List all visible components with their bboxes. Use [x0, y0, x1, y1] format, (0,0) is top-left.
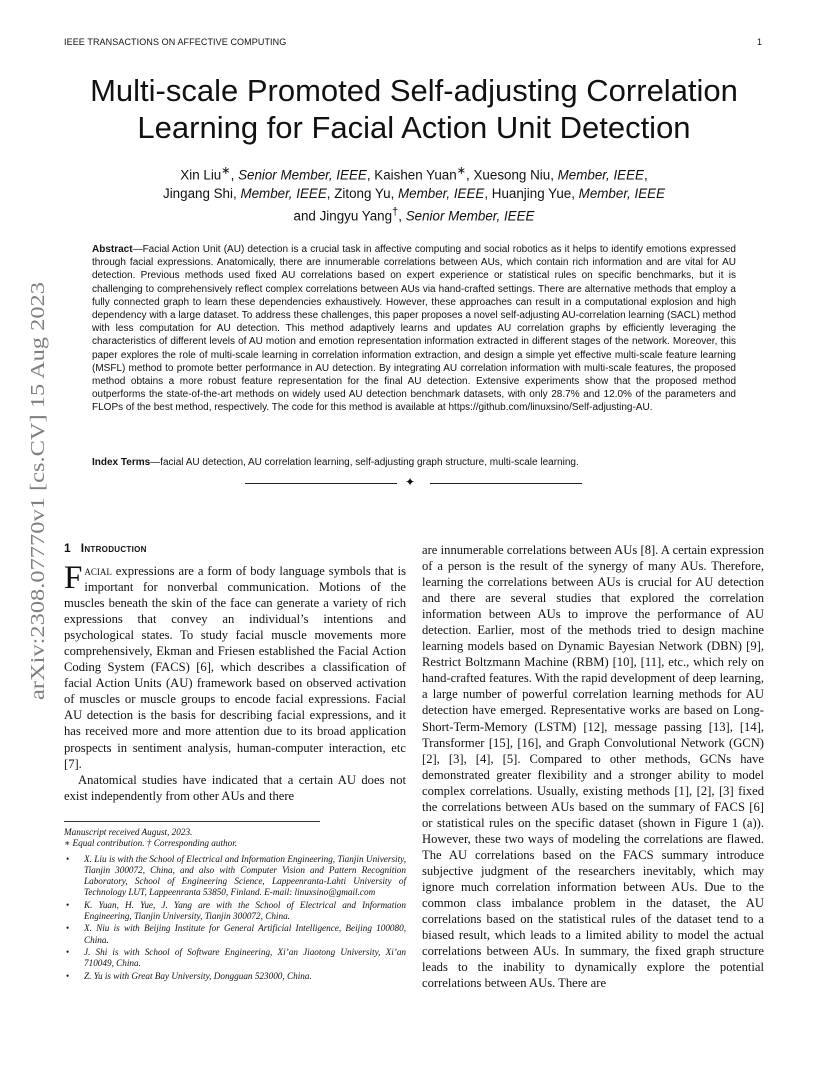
title-line-2: Learning for Facial Action Unit Detection: [137, 110, 691, 145]
affiliation-text: K. Yuan, H. Yue, J. Yang are with the School of Electrical and Information Engineering, Tianjin University, Tianjin 300072, China.: [84, 899, 406, 922]
left-column: [64, 560, 406, 804]
abstract: [92, 243, 736, 415]
divider-rule-right: [430, 483, 582, 484]
arxiv-stamp-text: arXiv:2308.07770v1 [cs.CV] 15 Aug 2023: [27, 349, 49, 700]
drop-cap: F: [64, 560, 83, 596]
intro-paragraph-2: Anatomical studies have indicated that a certain AU does not exist independently from other AUs and there: [64, 772, 406, 803]
author-name: Huanjing Yue: [491, 186, 572, 202]
author-name: Zitong Yu: [334, 186, 391, 202]
affiliation-item: [64, 971, 406, 982]
footnote-equal-contribution: ∗ Equal contribution. † Corresponding author.: [64, 838, 238, 849]
footnotes: [64, 827, 406, 983]
abstract-text: —Facial Action Unit (AU) detection is a crucial task in affective computing and social robotics as it helps to identify emotions expressed through facial expressions. Anatomically, there are innumerable correlations between AUs, which contain rich information and are vital for AU detection. Previous methods used fixed AU correlations based on expert experience or statistical rules on specific benchmarks, but it is challenging to comprehensively reflect complex correlations between AUs via hand-crafted settings. There are alternative methods that employ a fully connected graph to learn these dependencies exhaustively. However, these approaches can result in a computational explosion and high dependency with a large dataset. To address these challenges, this paper proposes a novel self-adjusting AU-correlation learning (SACL) method with less computation for AU detection. This method adaptively learns and updates AU correlation graphs by efficiently leveraging the characteristics of different levels of AU motion and emotion representation information extracted in different stages of the network. Moreover, this paper explores the role of multi-scale learning in correlation information extraction, and design a simple yet effective multi-scale feature learning (MSFL) method to promote better performance in AU detection. By integrating AU correlation information with multi-scale features, the proposed method obtains a more robust feature representation for the final AU detection. Extensive experiments show that the proposed method outperforms the state-of-the-art methods on widely used AU detection benchmark datasets, with only 28.7% and 12.0% of the parameters and FLOPs of the best method, respectively. The code for this method is available at https://github.com/linuxsino/Self-adjusting-AU.: [92, 244, 736, 414]
author-mark: ∗: [456, 165, 467, 177]
intro-paragraph-3: are innumerable correlations between AUs [8]. A certain expression of a person is the result of the synergy of many AUs. Therefore, learning the correlations between AUs is crucial for AU detection and there are several studies that explored the correlation information between AUs to improve the performance of AU detection. Earlier, most of the methods tried to design machine learning models based on Dynamic Bayesian Network (DBN) [9], Restrict Boltzmann Machine (RBM) [10], [11], etc., which rely on hand-crafted features. With the rapid development of deep learning, a large number of powerful correlation learning methods for AU detection have emerged. Representative works are based on Long-Short-Term-Memory (LSTM) [12], message passing [13], [14], Transformer [15], [16], and Graph Convolutional Network (GCN) [2], [3], [4], [5]. Compared to other methods, GCNs have demonstrated greater flexibility and a stronger ability to model complex correlations. Usually, existing methods [1], [2], [3] fixed the correlations between AUs based on the summary of FACS [6] or statistical rules on the specific dataset (shown in Figure 1 (a)). However, these two ways of modeling the correlations are flawed. The AU correlations based on the FACS summary introduce subjective judgment of the researchers inevitably, which may ignore much correlation information between AUs. Due to the common class imbalance problem in the dataset, the AU correlations based on the statistical rules of the dataset tend to a biased result, which leads to a limited ability to model the actual correlations between AUs. In summary, the fixed graph structure leads to the inability to dynamically explore the potential correlations between AUs. There are: [422, 543, 764, 991]
index-terms-label: Index Terms: [92, 457, 151, 468]
bullet-icon: •: [66, 946, 70, 957]
affiliation-text: J. Shi is with School of Software Engineering, Xi’an Jiaotong University, Xi’an 710049, China.: [84, 946, 406, 969]
title-line-1: Multi-scale Promoted Self-adjusting Correlation: [90, 73, 738, 108]
affiliation-item: [64, 900, 406, 923]
affiliation-list: [64, 854, 406, 982]
author-name: Xuesong Niu: [473, 167, 551, 183]
intro-paragraph-1-text: expressions are a form of body language symbols that is important for nonverbal communication. Motions of the muscles beneath the skin of the face can generate a variety of rich expressions that convey an individual’s intentions and psychological states. To study facial muscle movements more comprehensively, Ekman and Friesen established the Facial Action Coding System (FACS) [6], which describes a classification of facial Action Units (AU) framework based on observed activation of muscles or muscle groups to encode facial expressions. Facial AU detection is the basis for describing facial expressions, and it has received more and more attention due to its broad application prospects in sentiment analysis, human-computer interaction, etc [7].: [64, 564, 406, 771]
abstract-label: Abstract: [92, 244, 133, 255]
author-mark: †: [392, 206, 399, 219]
bullet-icon: •: [66, 853, 70, 864]
author-name: Xin Liu: [180, 167, 222, 183]
author-line-2: Jingang Shi, Member, IEEE, Zitong Yu, Member, IEEE, Huanjing Yue, Member, IEEE: [163, 186, 665, 202]
author-role: Member, IEEE: [398, 186, 485, 202]
author-name: Jingang Shi: [163, 186, 233, 202]
affiliation-text: X. Niu is with Beijing Institute for General Artificial Intelligence, Beijing 100080, China.: [84, 923, 406, 945]
author-role: Member, IEEE: [557, 167, 644, 183]
drop-cap-rest: acial: [84, 564, 112, 578]
footnote-received: Manuscript received August, 2023.: [64, 827, 193, 837]
affiliation-text: X. Liu is with the School of Electrical and Information Engineering, Tianjin University, Tianjin 300072, China, and also with Computer Vision and Pattern Recognition Laboratory, School of Engineering Science, Lappeenranta-Lahti University of Technology LUT, Lappeenranta 53850, Finland. E-mail: linuxsino@gmail.com: [84, 853, 406, 898]
paper-title: [0, 72, 828, 146]
right-column: [422, 542, 764, 991]
author-line-1: Xin Liu∗, Senior Member, IEEE, Kaishen Yuan∗, Xuesong Niu, Member, IEEE,: [180, 165, 648, 183]
section-title: Introduction: [80, 541, 147, 555]
author-line-3: and Jingyu Yang†, Senior Member, IEEE: [293, 206, 535, 224]
journal-header: IEEE TRANSACTIONS ON AFFECTIVE COMPUTING: [64, 37, 287, 47]
page-number: 1: [757, 37, 763, 47]
section-heading: [64, 541, 147, 555]
index-terms: [92, 456, 736, 469]
bullet-icon: •: [66, 899, 70, 910]
author-role: Member, IEEE: [578, 186, 665, 202]
author-role: Senior Member, IEEE: [405, 208, 535, 224]
section-number: 1: [64, 541, 71, 555]
bullet-icon: •: [66, 970, 70, 981]
author-name: Kaishen Yuan: [374, 167, 457, 183]
author-list: [90, 162, 738, 226]
author-role: Member, IEEE: [240, 186, 327, 202]
index-terms-text: —facial AU detection, AU correlation learning, self-adjusting graph structure, multi-scale learning.: [150, 457, 579, 468]
author-conjunction: and: [293, 208, 316, 224]
affiliation-item: [64, 947, 406, 970]
bullet-icon: •: [66, 923, 70, 934]
author-name: Jingyu Yang: [319, 208, 393, 224]
author-mark: ∗: [221, 165, 231, 177]
affiliation-item: [64, 923, 406, 946]
arxiv-stamp: [22, 280, 52, 700]
divider-diamond-icon: ✦: [405, 475, 416, 489]
affiliation-text: Z. Yu is with Great Bay University, Dongguan 523000, China.: [84, 970, 312, 981]
affiliation-item: [64, 854, 406, 899]
footnote-rule: [64, 821, 320, 822]
divider-rule-left: [245, 483, 397, 484]
author-role: Senior Member, IEEE: [238, 167, 367, 183]
intro-paragraph-1: [64, 560, 406, 772]
